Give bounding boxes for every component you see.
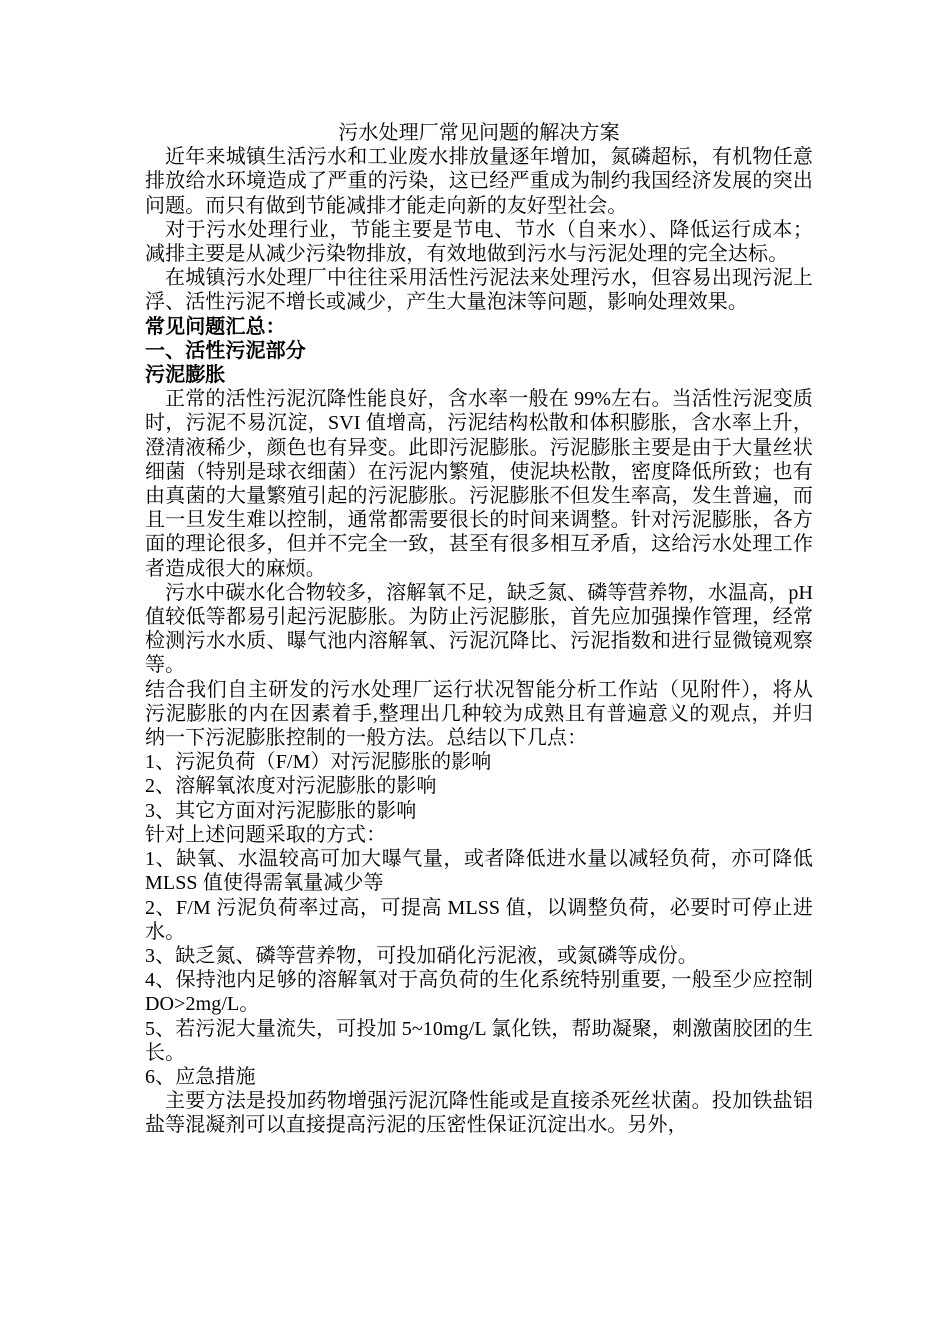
paragraph: 主要方法是投加药物增强污泥沉降性能或是直接杀死丝状菌。投加铁盐铝盐等混凝剂可以直接提高污泥的压密性保证沉淀出水。另外， xyxy=(145,1090,813,1137)
paragraph: 2、F/M 污泥负荷率过高，可提高 MLSS 值，以调整负荷，必要时可停止进水。 xyxy=(145,896,813,943)
paragraph: 对于污水处理行业，节能主要是节电、节水（自来水）、降低运行成本；减排主要是从减少污染物排放，有效地做到污水与污泥处理的完全达标。 xyxy=(145,218,813,266)
paragraph: 1、缺氧、水温较高可加大曝气量，或者降低进水量以减轻负荷，亦可降低 MLSS 值使得需氧量减少等 xyxy=(145,848,813,895)
paragraph: 5、若污泥大量流失，可投加 5~10mg/L 氯化铁，帮助凝聚，刺激菌胶团的生长。 xyxy=(145,1017,813,1064)
section-heading: 常见问题汇总： xyxy=(145,315,286,338)
paragraph: 3、缺乏氮、磷等营养物，可投加硝化污泥液，或氮磷等成份。 xyxy=(145,944,698,967)
paragraph: 正常的活性污泥沉降性能良好，含水率一般在 99%左右。当活性污泥变质时，污泥不易沉淀，SVI 值增高，污泥结构松散和体积膨胀，含水率上升，澄清液稀少，颜色也有异变。此即污泥膨胀。污泥膨胀主要是由于大量丝状细菌（特别是球衣细菌）在污泥内繁殖，使泥块松散，密度降低所致；也有由真菌的大量繁殖引起的污泥膨胀。污泥膨胀不但发生率高，发生普遍，而且一旦发生难以控制，通常都需要很长的时间来调整。针对污泥膨胀，各方面的理论很多，但并不完全一致，甚至有很多相互矛盾，这给污水处理工作者造成很大的麻烦。 xyxy=(145,388,813,580)
paragraph: 2、溶解氧浓度对污泥膨胀的影响 xyxy=(145,775,437,798)
document-page xyxy=(145,121,813,1138)
section-heading: 污泥膨胀 xyxy=(145,364,226,387)
section-heading: 一、活性污泥部分 xyxy=(145,339,306,362)
paragraph: 4、保持池内足够的溶解氧对于高负荷的生化系统特别重要, 一般至少应控制 DO>2mg/L。 xyxy=(145,969,813,1016)
paragraph: 6、应急措施 xyxy=(145,1065,256,1088)
paragraph: 3、其它方面对污泥膨胀的影响 xyxy=(145,799,417,822)
document-body xyxy=(145,145,813,1137)
paragraph: 针对上述问题采取的方式： xyxy=(145,823,387,846)
paragraph: 在城镇污水处理厂中往往采用活性污泥法来处理污水，但容易出现污泥上浮、活性污泥不增长或减少，产生大量泡沫等问题，影响处理效果。 xyxy=(145,267,813,314)
paragraph: 污水中碳水化合物较多，溶解氧不足，缺乏氮、磷等营养物，水温高，pH 值较低等都易引起污泥膨胀。为防止污泥膨胀，首先应加强操作管理，经常检测污水水质、曝气池内溶解氧、污泥沉降比、污泥指数和进行显微镜观察等。 xyxy=(145,581,813,677)
paragraph: 近年来城镇生活污水和工业废水排放量逐年增加，氮磷超标，有机物任意排放给水环境造成了严重的污染，这已经严重成为制约我国经济发展的突出问题。而只有做到节能减排才能走向新的友好型社会。 xyxy=(145,146,813,217)
paragraph: 1、污泥负荷（F/M）对污泥膨胀的影响 xyxy=(145,751,492,774)
paragraph: 结合我们自主研发的污水处理厂运行状况智能分析工作站（见附件），将从污泥膨胀的内在因素着手,整理出几种较为成熟且有普遍意义的观点，并归纳一下污泥膨胀控制的一般方法。总结以下几点： xyxy=(145,678,813,750)
document-title: 污水处理厂常见问题的解决方案 xyxy=(338,122,620,144)
